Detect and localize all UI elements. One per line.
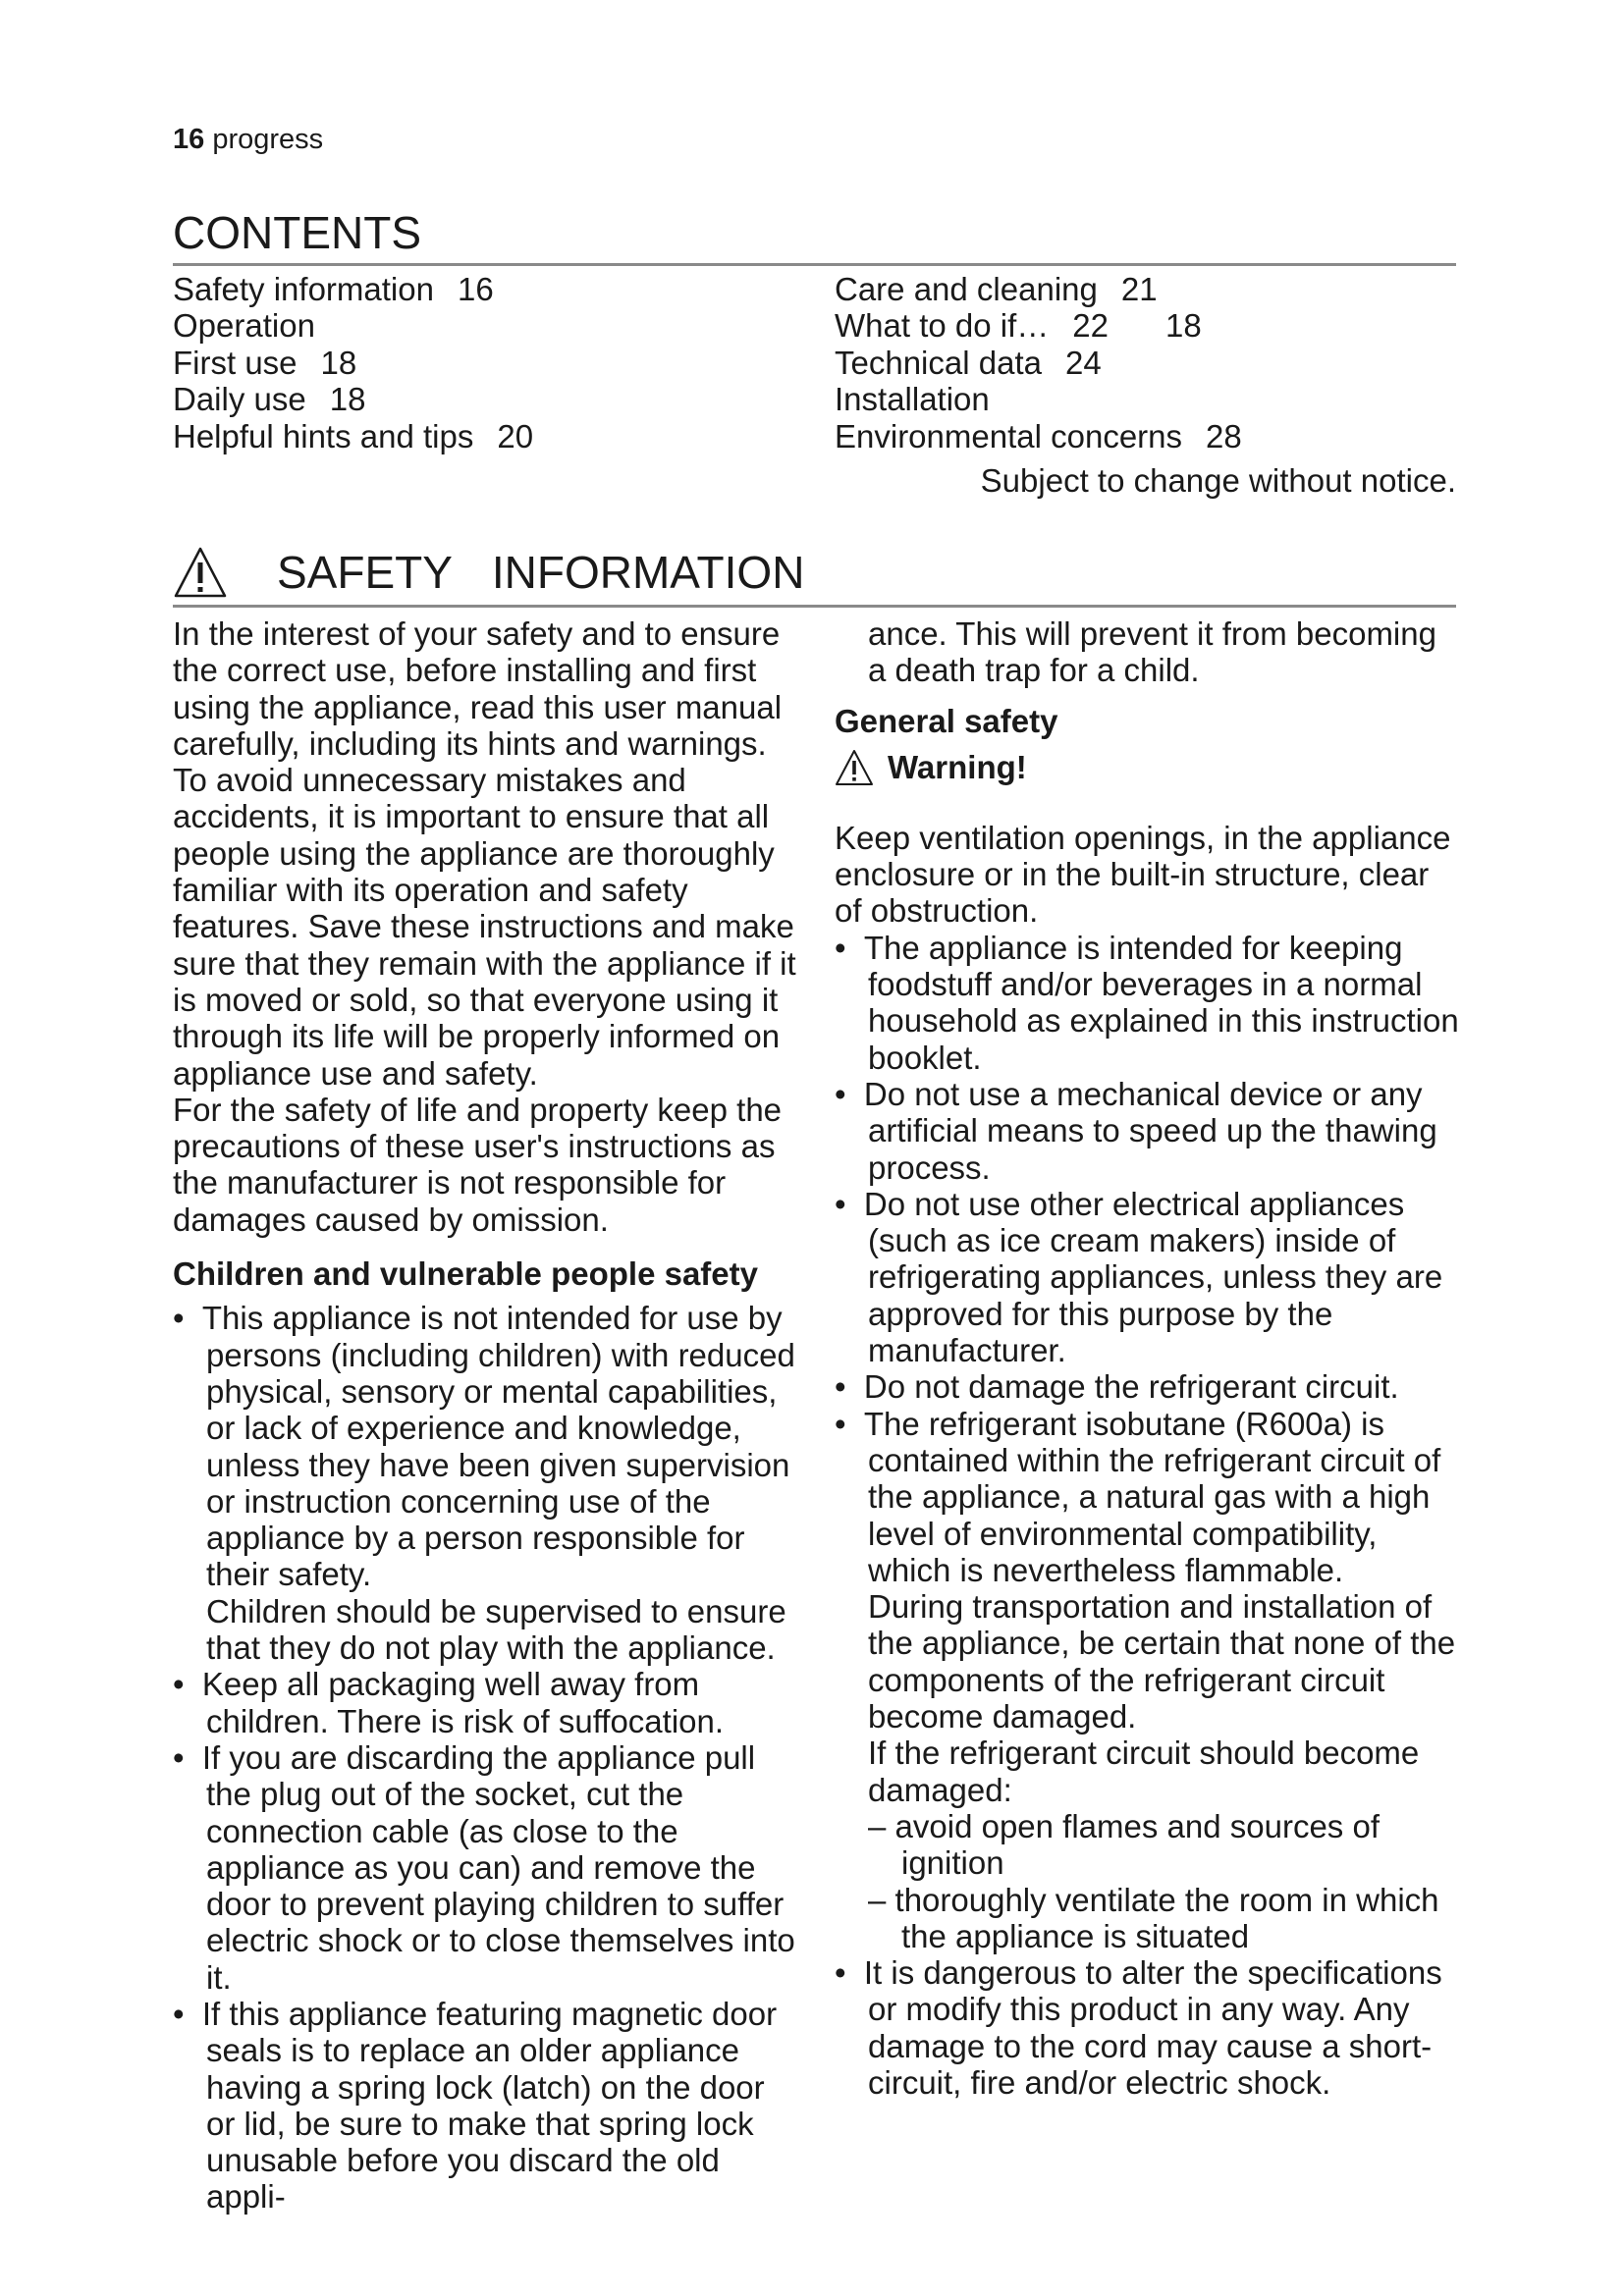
safety-section-title (173, 543, 804, 602)
list-item: • It is dangerous to alter the specifications or modify this product in any way. Any damage to the cord may cause a short-circuit, fire and/or electric shock. (835, 1954, 1442, 2101)
dash-item: – thoroughly ventilate the room in which the appliance is situated (868, 1881, 1439, 1954)
toc-item[interactable]: Safety information 16 (173, 271, 494, 307)
list-item: • Do not use a mechanical device or any artificial means to speed up the thawing process. (835, 1075, 1437, 1186)
list-item: • The refrigerant isobutane (R600a) is contained within the refrigerant circuit of the appliance, a natural gas with a high level of environmental compatibility, which is nevertheless flammable. (835, 1405, 1441, 1588)
left-text-column (173, 615, 801, 2216)
contents-title: CONTENTS (173, 207, 421, 258)
list-item: • Do not use other electrical appliances (such as ice cream makers) inside of refrigerating appliances, unless they are approved for this purpose by the manufacturer. (835, 1185, 1443, 1369)
page-header (173, 124, 323, 156)
warning-text: Warning! (888, 749, 1027, 786)
intro-paragraph: For the safety of life and property keep the precautions of these user's instructions as the manufacturer is not responsible for damages caused by omission. (173, 1091, 783, 1238)
list-item: • If this appliance featuring magnetic door seals is to replace an older appliance having a spring lock (latch) on the door or lid, be sure to make that spring lock unusable before you discard the old appli- (173, 1995, 778, 2216)
list-item-continuation: ance. This will prevent it from becoming a death trap for a child. (868, 615, 1436, 689)
toc-item[interactable]: First use 18 (173, 344, 357, 381)
brand-name: progress (212, 124, 324, 155)
list-item: • Do not damage the refrigerant circuit. (835, 1368, 1399, 1406)
page-number: 16 (173, 124, 205, 155)
toc-right-column (835, 271, 1463, 454)
right-text-column (835, 615, 1463, 2101)
toc-item[interactable]: Installation (835, 381, 990, 418)
toc-item[interactable]: Operation (173, 307, 315, 345)
safety-rule (173, 605, 1456, 608)
list-item-continuation: Children should be supervised to ensure that they do not play with the appliance. (206, 1592, 786, 1667)
warning-triangle-icon (835, 749, 874, 786)
list-item: • If you are discarding the appliance pull the plug out of the socket, cut the connection cable (as close to the appliance as you can) and remove the door to prevent playing children to suffer electric shock or to close themselves into it. (173, 1738, 795, 1996)
toc-item[interactable]: Environmental concerns 28 (835, 417, 1242, 454)
toc-item[interactable]: Technical data 24 (835, 344, 1102, 381)
toc-left-column (173, 271, 723, 454)
change-notice: Subject to change without notice. (980, 462, 1456, 499)
list-item: • Keep all packaging well away from children. There is risk of suffocation. (173, 1666, 725, 1739)
list-item: • The appliance is intended for keeping foodstuff and/or beverages in a normal household as explained in this instruction booklet. (835, 929, 1459, 1076)
dash-item: – avoid open flames and sources of ignition (868, 1807, 1380, 1882)
general-intro-paragraph: Keep ventilation openings, in the appliance enclosure or in the built-in structure, clear of obstruction. (835, 819, 1451, 930)
warning-triangle-icon (173, 546, 228, 599)
warning-label (835, 749, 1463, 786)
general-safety-heading: General safety (835, 702, 1058, 739)
toc-item[interactable]: Daily use 18 (173, 381, 366, 418)
list-item-continuation: During transportation and installation of the appliance, be certain that none of the components of the refrigerant circuit become damaged. (868, 1588, 1456, 1735)
safety-title-text: SAFETY INFORMATION (277, 547, 805, 598)
toc-item[interactable]: Care and cleaning 21 (835, 271, 1158, 307)
toc-item[interactable]: What to do if… 22 18 (835, 307, 1202, 345)
list-item: • This appliance is not intended for use by persons (including children) with reduced physical, sensory or mental capabilities, or lack of experience and knowledge, unless they have been given supervision or instruction concerning use of the appliance by a person responsible for their safety. (173, 1300, 795, 1593)
children-safety-heading: Children and vulnerable people safety (173, 1255, 758, 1293)
intro-paragraph: In the interest of your safety and to ensure the correct use, before installing and first using the appliance, read this user manual carefully, including its hints and warnings. To avoid unnecessary mistakes and accidents, it is important to ensure that all people using the appliance are thoroughly familiar with its operation and safety features. Save these instructions and make sure that they remain with the appliance if it is moved or sold, so that everyone using it through its life will be properly informed on appliance use and safety. (173, 615, 796, 1092)
contents-rule (173, 263, 1456, 266)
list-item-continuation: If the refrigerant circuit should become damaged: (868, 1735, 1420, 1808)
toc-item[interactable]: Helpful hints and tips 20 (173, 417, 534, 454)
